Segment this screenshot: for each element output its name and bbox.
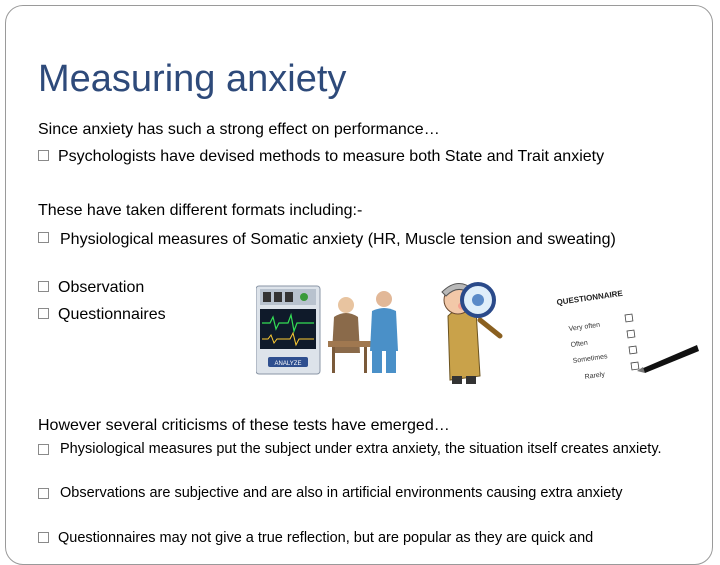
questionnaire-header: QUESTIONNAIRE xyxy=(556,288,624,307)
formats-heading: These have taken different formats including:- xyxy=(38,202,363,219)
option-label: Rarely xyxy=(584,371,606,381)
bullet-box-icon xyxy=(38,281,49,292)
bullet-box-icon xyxy=(38,532,49,543)
bullet-box-icon xyxy=(38,488,49,499)
option-label: Very often xyxy=(568,321,601,333)
criticism-heading: However several criticisms of these tests have emerged… xyxy=(38,417,450,434)
format-bullet-questionnaires: Questionnaires xyxy=(38,306,166,324)
intro-bullet: Psychologists have devised methods to measure both State and Trait anxiety xyxy=(38,148,604,166)
option-label: Sometimes xyxy=(572,353,608,365)
physiological-test-image xyxy=(256,283,414,376)
format-bullet-observation: Observation xyxy=(38,279,144,297)
format-bullet-physiological: Physiological measures of Somatic anxiety (HR, Muscle tension and sweating) xyxy=(38,230,638,250)
bullet-box-icon xyxy=(38,232,49,243)
slide-title: Measuring anxiety xyxy=(38,58,347,100)
criticism-bullet-questionnaires: Questionnaires may not give a true reflection, but are popular as they are quick and xyxy=(38,530,593,546)
criticism-bullet-physiological: Physiological measures put the subject under extra anxiety, the situation itself creates anxiety. xyxy=(38,442,678,460)
option-label: Often xyxy=(570,339,589,349)
criticism-bullet-observations: Observations are subjective and are also in artificial environments causing extra anxiety xyxy=(38,486,648,504)
bullet-box-icon xyxy=(38,444,49,455)
bullet-box-icon xyxy=(38,308,49,319)
questionnaire-image xyxy=(537,279,699,387)
intro-text: Since anxiety has such a strong effect on performance… xyxy=(38,121,440,138)
analyze-button-label: ANALYZE xyxy=(274,361,302,367)
bullet-box-icon xyxy=(38,150,49,161)
observation-image xyxy=(430,276,516,388)
